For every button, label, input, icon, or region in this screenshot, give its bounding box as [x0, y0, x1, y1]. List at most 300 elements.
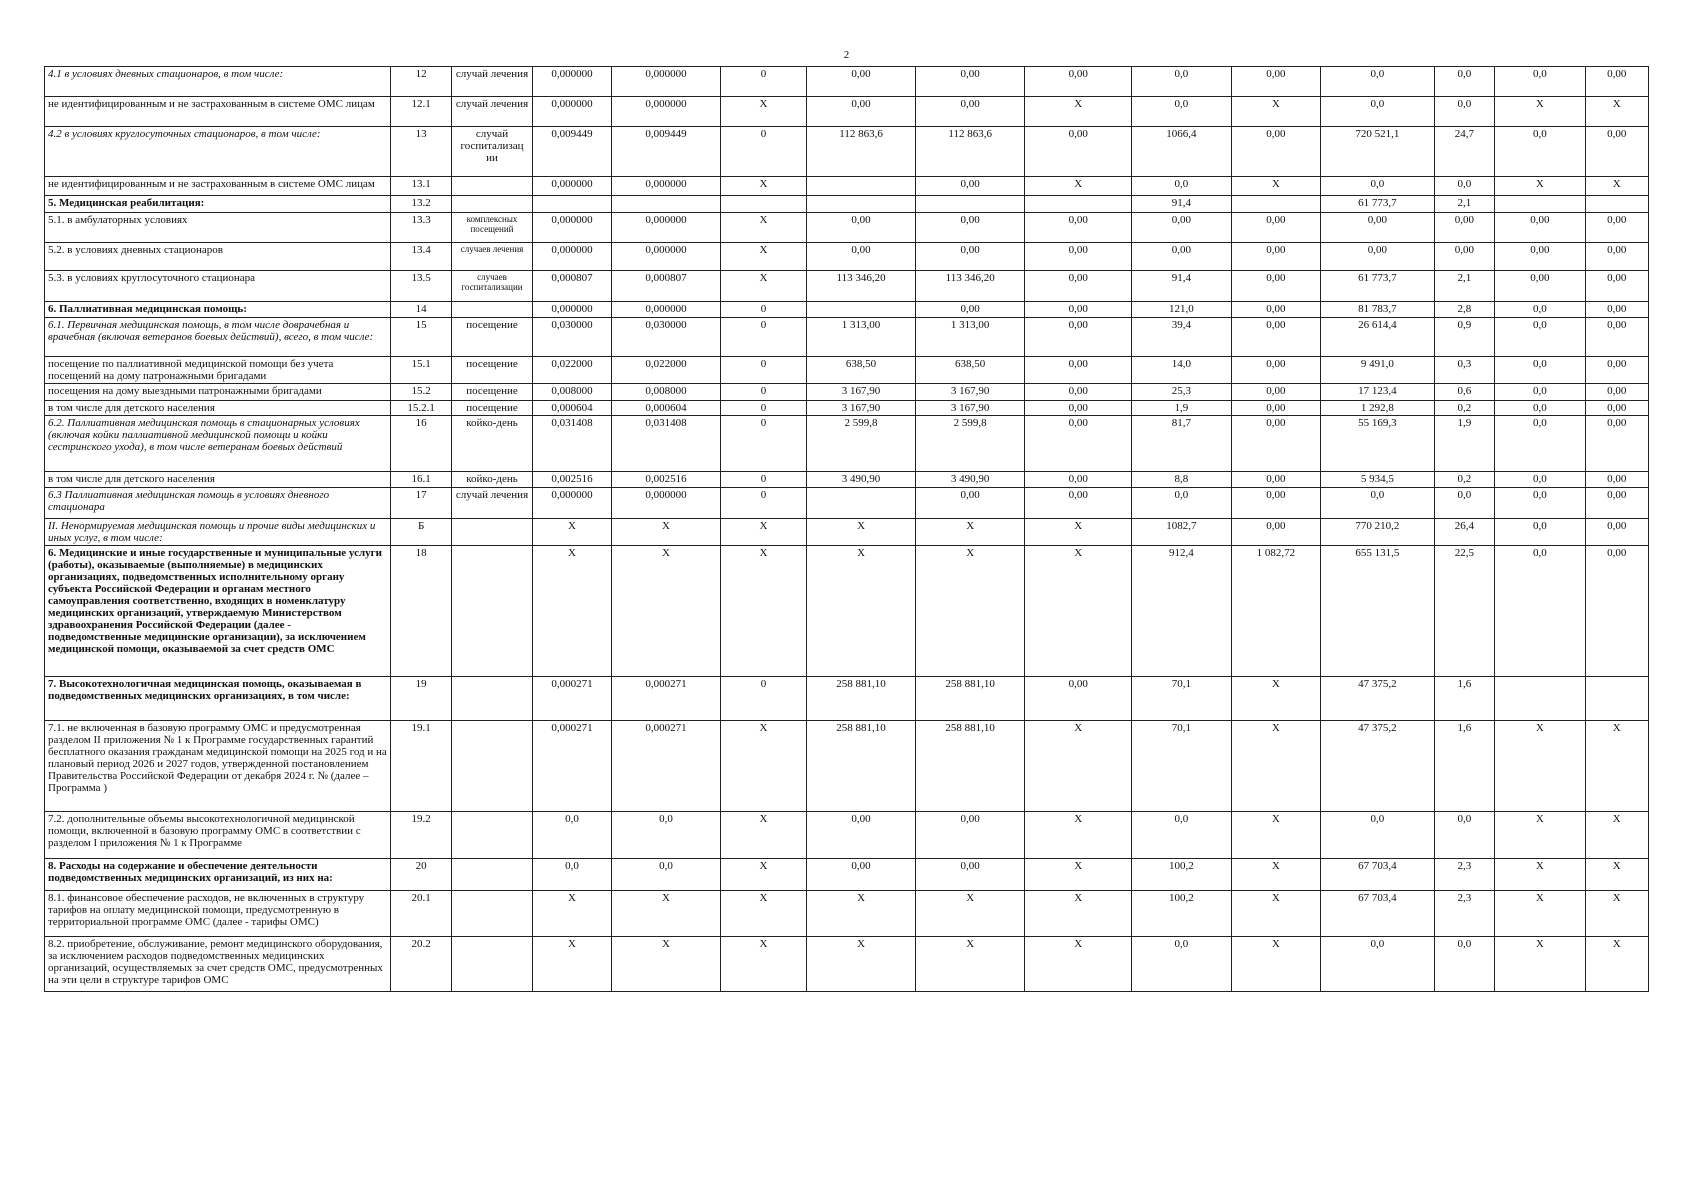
value-cell: Х: [1025, 721, 1132, 812]
value-cell: Х: [532, 546, 611, 677]
value-cell: Х: [915, 519, 1025, 546]
value-cell: 0: [720, 384, 806, 401]
value-cell: [915, 196, 1025, 213]
value-cell: 5 934,5: [1321, 472, 1435, 488]
unit-cell: [452, 546, 532, 677]
value-cell: Х: [1231, 721, 1321, 812]
value-cell: 0,00: [1585, 302, 1648, 318]
value-cell: 0,0: [1321, 937, 1435, 992]
value-cell: 0,00: [807, 97, 916, 127]
value-cell: 0,00: [1585, 213, 1648, 243]
value-cell: 0,0: [1434, 97, 1494, 127]
value-cell: 0,000000: [612, 302, 721, 318]
value-cell: 9 491,0: [1321, 357, 1435, 384]
value-cell: 0,00: [1025, 384, 1132, 401]
value-cell: 0,000604: [612, 401, 721, 416]
value-cell: 67 703,4: [1321, 891, 1435, 937]
row-name-cell: 5.1. в амбулаторных условиях: [45, 213, 391, 243]
value-cell: 70,1: [1132, 677, 1232, 721]
unit-cell: случай лечения: [452, 67, 532, 97]
value-cell: 0,000000: [532, 67, 611, 97]
value-cell: 1,6: [1434, 677, 1494, 721]
value-cell: 0,008000: [532, 384, 611, 401]
value-cell: 113 346,20: [807, 271, 916, 302]
value-cell: Х: [1231, 97, 1321, 127]
value-cell: 0,000000: [532, 177, 611, 196]
value-cell: 0,00: [1495, 243, 1586, 271]
row-name-cell: 6.2. Паллиативная медицинская помощь в стационарных условиях (включая койки паллиативной медицинской помощи и койки сестринского ухода), в том числе ветеранам боевых действий: [45, 416, 391, 472]
value-cell: 0,00: [1231, 384, 1321, 401]
value-cell: 0,000807: [532, 271, 611, 302]
row-name-cell: 8.1. финансовое обеспечение расходов, не включенных в структуру тарифов на оплату медицинской помощи, предусмотренную в территориальной программе ОМС (далее - тарифы ОМС): [45, 891, 391, 937]
value-cell: 0,00: [915, 243, 1025, 271]
value-cell: 0,00: [1132, 243, 1232, 271]
value-cell: [1025, 196, 1132, 213]
value-cell: Х: [1495, 891, 1586, 937]
table-row: [45, 891, 1649, 937]
value-cell: 0,0: [532, 812, 611, 859]
table-row: [45, 357, 1649, 384]
value-cell: 0,00: [1585, 519, 1648, 546]
value-cell: 100,2: [1132, 859, 1232, 891]
value-cell: 121,0: [1132, 302, 1232, 318]
value-cell: 47 375,2: [1321, 721, 1435, 812]
value-cell: 0,0: [1132, 937, 1232, 992]
value-cell: 0,00: [1585, 472, 1648, 488]
unit-cell: [452, 177, 532, 196]
value-cell: 0,009449: [532, 127, 611, 177]
value-cell: 0,000000: [532, 302, 611, 318]
value-cell: 112 863,6: [915, 127, 1025, 177]
value-cell: 258 881,10: [807, 677, 916, 721]
table-row: [45, 859, 1649, 891]
value-cell: Х: [1231, 859, 1321, 891]
unit-cell: случай лечения: [452, 97, 532, 127]
value-cell: 0,3: [1434, 357, 1494, 384]
row-code-cell: 18: [390, 546, 451, 677]
value-cell: 0,000000: [532, 97, 611, 127]
value-cell: 0,000000: [612, 488, 721, 519]
table-row: [45, 213, 1649, 243]
value-cell: Х: [720, 271, 806, 302]
value-cell: 0,022000: [532, 357, 611, 384]
value-cell: Х: [1231, 812, 1321, 859]
value-cell: 0,0: [1495, 318, 1586, 357]
value-cell: 0,6: [1434, 384, 1494, 401]
value-cell: 0,00: [915, 67, 1025, 97]
value-cell: 0,00: [1025, 213, 1132, 243]
row-name-cell: II. Ненормируемая медицинская помощь и прочие виды медицинских и иных услуг, в том числе:: [45, 519, 391, 546]
value-cell: Х: [1025, 937, 1132, 992]
row-name-cell: 5.2. в условиях дневных стационаров: [45, 243, 391, 271]
value-cell: 0,000271: [532, 721, 611, 812]
row-name-cell: посещение по паллиативной медицинской помощи без учета посещений на дому патронажными бригадами: [45, 357, 391, 384]
value-cell: 0,0: [1132, 177, 1232, 196]
value-cell: Х: [1495, 177, 1586, 196]
value-cell: 655 131,5: [1321, 546, 1435, 677]
value-cell: 1 313,00: [915, 318, 1025, 357]
value-cell: 0,000000: [532, 213, 611, 243]
value-cell: Х: [720, 97, 806, 127]
value-cell: 0,00: [915, 812, 1025, 859]
value-cell: 0,0: [1434, 67, 1494, 97]
value-cell: 0,2: [1434, 401, 1494, 416]
value-cell: Х: [1025, 891, 1132, 937]
row-code-cell: 17: [390, 488, 451, 519]
value-cell: 258 881,10: [915, 677, 1025, 721]
table-row: [45, 384, 1649, 401]
value-cell: 24,7: [1434, 127, 1494, 177]
value-cell: 2,3: [1434, 891, 1494, 937]
value-cell: 638,50: [915, 357, 1025, 384]
value-cell: 112 863,6: [807, 127, 916, 177]
value-cell: 0,00: [1434, 213, 1494, 243]
value-cell: 0,0: [1321, 67, 1435, 97]
unit-cell: случай госпитализац ии: [452, 127, 532, 177]
value-cell: 1 082,72: [1231, 546, 1321, 677]
value-cell: 100,2: [1132, 891, 1232, 937]
value-cell: 26,4: [1434, 519, 1494, 546]
value-cell: 0,0: [1495, 384, 1586, 401]
value-cell: 55 169,3: [1321, 416, 1435, 472]
value-cell: 0,00: [915, 213, 1025, 243]
value-cell: 0,00: [807, 67, 916, 97]
value-cell: 0,0: [1495, 416, 1586, 472]
value-cell: [532, 196, 611, 213]
value-cell: Х: [1495, 859, 1586, 891]
row-code-cell: 20.1: [390, 891, 451, 937]
table-row: [45, 127, 1649, 177]
table-row: [45, 243, 1649, 271]
row-code-cell: 19.2: [390, 812, 451, 859]
value-cell: 0,0: [612, 812, 721, 859]
value-cell: 70,1: [1132, 721, 1232, 812]
row-code-cell: 20.2: [390, 937, 451, 992]
value-cell: 0,00: [1025, 472, 1132, 488]
unit-cell: [452, 677, 532, 721]
value-cell: Х: [1025, 177, 1132, 196]
value-cell: Х: [1231, 677, 1321, 721]
value-cell: Х: [1231, 891, 1321, 937]
table-row: [45, 812, 1649, 859]
value-cell: 3 490,90: [915, 472, 1025, 488]
row-name-cell: 6. Медицинские и иные государственные и муниципальные услуги (работы), оказываемые (выполняемые) в медицинских организациях, подведомственных исполнительному органу субъекта Российской Федерации и органам местного самоуправления соответственно, входящих в номенклатуру медицинских организаций, утверждаемую Министерством здравоохранения Российской Федерации (далее - подведомственные медицинские организации), за исключением медицинской помощи, оказываемой за счет средств ОМС: [45, 546, 391, 677]
table-row: [45, 416, 1649, 472]
value-cell: 61 773,7: [1321, 196, 1435, 213]
value-cell: 0,0: [1495, 519, 1586, 546]
value-cell: 0,022000: [612, 357, 721, 384]
row-name-cell: не идентифицированным и не застрахованным в системе ОМС лицам: [45, 97, 391, 127]
value-cell: 0,00: [807, 812, 916, 859]
value-cell: 1,9: [1132, 401, 1232, 416]
value-cell: Х: [1495, 721, 1586, 812]
value-cell: 0,0: [1495, 302, 1586, 318]
value-cell: 0,00: [1585, 384, 1648, 401]
value-cell: 0,00: [807, 243, 916, 271]
value-cell: Х: [1025, 812, 1132, 859]
value-cell: 0,00: [1585, 67, 1648, 97]
value-cell: 0,00: [1025, 416, 1132, 472]
budget-table: [44, 66, 1649, 992]
value-cell: 0,0: [1495, 67, 1586, 97]
value-cell: 81,7: [1132, 416, 1232, 472]
unit-cell: посещение: [452, 318, 532, 357]
value-cell: 0: [720, 472, 806, 488]
value-cell: 0,00: [1434, 243, 1494, 271]
row-code-cell: Б: [390, 519, 451, 546]
value-cell: Х: [720, 213, 806, 243]
value-cell: 770 210,2: [1321, 519, 1435, 546]
value-cell: [807, 177, 916, 196]
value-cell: Х: [915, 546, 1025, 677]
value-cell: 0,0: [1132, 488, 1232, 519]
value-cell: Х: [807, 546, 916, 677]
value-cell: Х: [1585, 97, 1648, 127]
value-cell: 0,030000: [612, 318, 721, 357]
row-code-cell: 13.5: [390, 271, 451, 302]
value-cell: Х: [720, 721, 806, 812]
row-name-cell: 6. Паллиативная медицинская помощь:: [45, 302, 391, 318]
value-cell: 0,0: [532, 859, 611, 891]
value-cell: 0,00: [1231, 401, 1321, 416]
value-cell: 720 521,1: [1321, 127, 1435, 177]
unit-cell: посещение: [452, 401, 532, 416]
value-cell: 0,00: [915, 859, 1025, 891]
value-cell: [1585, 196, 1648, 213]
value-cell: 0,000000: [532, 243, 611, 271]
unit-cell: [452, 812, 532, 859]
value-cell: 0,0: [1434, 812, 1494, 859]
value-cell: 0: [720, 67, 806, 97]
value-cell: Х: [1585, 812, 1648, 859]
value-cell: Х: [612, 546, 721, 677]
value-cell: 2,1: [1434, 271, 1494, 302]
value-cell: 91,4: [1132, 271, 1232, 302]
value-cell: 2,8: [1434, 302, 1494, 318]
value-cell: Х: [720, 519, 806, 546]
value-cell: [1495, 677, 1586, 721]
value-cell: 0,00: [1231, 271, 1321, 302]
value-cell: Х: [1025, 546, 1132, 677]
value-cell: 0,030000: [532, 318, 611, 357]
value-cell: 1 313,00: [807, 318, 916, 357]
value-cell: 0,002516: [612, 472, 721, 488]
row-code-cell: 12.1: [390, 97, 451, 127]
value-cell: Х: [807, 891, 916, 937]
row-name-cell: посещения на дому выездными патронажными бригадами: [45, 384, 391, 401]
value-cell: 0,00: [1231, 243, 1321, 271]
table-row: [45, 302, 1649, 318]
row-code-cell: 12: [390, 67, 451, 97]
value-cell: 2,1: [1434, 196, 1494, 213]
value-cell: 0,00: [1025, 243, 1132, 271]
value-cell: Х: [720, 937, 806, 992]
row-code-cell: 16: [390, 416, 451, 472]
value-cell: 26 614,4: [1321, 318, 1435, 357]
value-cell: 14,0: [1132, 357, 1232, 384]
value-cell: 2,3: [1434, 859, 1494, 891]
value-cell: 0,031408: [612, 416, 721, 472]
row-code-cell: 15.2.1: [390, 401, 451, 416]
value-cell: 0,0: [1321, 488, 1435, 519]
value-cell: 0,00: [1231, 488, 1321, 519]
table-row: [45, 318, 1649, 357]
value-cell: 1066,4: [1132, 127, 1232, 177]
unit-cell: посещение: [452, 384, 532, 401]
value-cell: Х: [1495, 937, 1586, 992]
unit-cell: [452, 721, 532, 812]
value-cell: 0,00: [1585, 243, 1648, 271]
value-cell: 0,0: [1132, 67, 1232, 97]
value-cell: 0,00: [1231, 302, 1321, 318]
value-cell: 638,50: [807, 357, 916, 384]
value-cell: Х: [532, 891, 611, 937]
unit-cell: [452, 891, 532, 937]
value-cell: 0,0: [1321, 97, 1435, 127]
row-code-cell: 19.1: [390, 721, 451, 812]
value-cell: [612, 196, 721, 213]
value-cell: 0,0: [1434, 488, 1494, 519]
unit-cell: койко-день: [452, 472, 532, 488]
value-cell: [720, 196, 806, 213]
row-name-cell: 8. Расходы на содержание и обеспечение деятельности подведомственных медицинских организаций, из них на:: [45, 859, 391, 891]
value-cell: Х: [1495, 812, 1586, 859]
value-cell: 0,00: [1585, 546, 1648, 677]
value-cell: 2 599,8: [807, 416, 916, 472]
row-code-cell: 13: [390, 127, 451, 177]
value-cell: 0,00: [1585, 318, 1648, 357]
value-cell: 0,00: [1025, 127, 1132, 177]
value-cell: 0,00: [1585, 357, 1648, 384]
row-name-cell: 6.1. Первичная медицинская помощь, в том числе доврачебная и врачебная (включая ветеранов боевых действий), всего, в том числе:: [45, 318, 391, 357]
value-cell: [1495, 196, 1586, 213]
value-cell: 0,00: [1231, 67, 1321, 97]
row-code-cell: 16.1: [390, 472, 451, 488]
value-cell: [1585, 677, 1648, 721]
unit-cell: [452, 302, 532, 318]
value-cell: 3 167,90: [807, 384, 916, 401]
value-cell: 0,000000: [612, 67, 721, 97]
value-cell: 0,0: [1321, 177, 1435, 196]
value-cell: 1082,7: [1132, 519, 1232, 546]
value-cell: 0: [720, 318, 806, 357]
value-cell: 0,009449: [612, 127, 721, 177]
unit-cell: [452, 519, 532, 546]
value-cell: Х: [612, 937, 721, 992]
value-cell: 0,0: [612, 859, 721, 891]
value-cell: Х: [1025, 859, 1132, 891]
value-cell: Х: [1585, 859, 1648, 891]
value-cell: 0,00: [1025, 302, 1132, 318]
value-cell: Х: [1495, 97, 1586, 127]
value-cell: 0,00: [1321, 213, 1435, 243]
value-cell: 8,8: [1132, 472, 1232, 488]
table-row: [45, 677, 1649, 721]
value-cell: 0,000000: [612, 97, 721, 127]
table-row: [45, 488, 1649, 519]
value-cell: 0: [720, 488, 806, 519]
row-code-cell: 13.2: [390, 196, 451, 213]
value-cell: 0: [720, 127, 806, 177]
value-cell: 1 292,8: [1321, 401, 1435, 416]
row-name-cell: 4.1 в условиях дневных стационаров, в том числе:: [45, 67, 391, 97]
row-name-cell: 5.3. в условиях круглосуточного стационара: [45, 271, 391, 302]
value-cell: 2 599,8: [915, 416, 1025, 472]
value-cell: 0,0: [1495, 401, 1586, 416]
value-cell: 0,0: [1495, 127, 1586, 177]
row-name-cell: 7. Высокотехнологичная медицинская помощь, оказываемая в подведомственных медицинских организациях, в том числе:: [45, 677, 391, 721]
table-row: [45, 401, 1649, 416]
value-cell: 0,00: [1585, 488, 1648, 519]
value-cell: 0,00: [1025, 271, 1132, 302]
value-cell: 912,4: [1132, 546, 1232, 677]
unit-cell: случаев госпитализации: [452, 271, 532, 302]
value-cell: Х: [720, 891, 806, 937]
row-code-cell: 20: [390, 859, 451, 891]
row-name-cell: в том числе для детского населения: [45, 401, 391, 416]
value-cell: Х: [612, 891, 721, 937]
value-cell: Х: [720, 243, 806, 271]
table-row: [45, 472, 1649, 488]
value-cell: 39,4: [1132, 318, 1232, 357]
table-row: [45, 67, 1649, 97]
value-cell: 0,000271: [612, 721, 721, 812]
table-row: [45, 271, 1649, 302]
unit-cell: комплексных посещений: [452, 213, 532, 243]
value-cell: Х: [1585, 891, 1648, 937]
value-cell: Х: [720, 859, 806, 891]
value-cell: 0,00: [1231, 519, 1321, 546]
table-row: [45, 721, 1649, 812]
value-cell: 0,00: [915, 97, 1025, 127]
value-cell: 0,00: [915, 177, 1025, 196]
value-cell: 0,0: [1495, 357, 1586, 384]
unit-cell: случай лечения: [452, 488, 532, 519]
value-cell: 0,000000: [612, 177, 721, 196]
value-cell: 0,00: [1495, 213, 1586, 243]
value-cell: 0,0: [1321, 812, 1435, 859]
value-cell: 0: [720, 416, 806, 472]
value-cell: 258 881,10: [807, 721, 916, 812]
unit-cell: [452, 196, 532, 213]
value-cell: 0,031408: [532, 416, 611, 472]
value-cell: Х: [1585, 721, 1648, 812]
value-cell: 0,00: [915, 488, 1025, 519]
value-cell: 0,000271: [612, 677, 721, 721]
value-cell: Х: [1231, 937, 1321, 992]
value-cell: 0,0: [1132, 97, 1232, 127]
value-cell: 0,00: [807, 213, 916, 243]
unit-cell: койко-день: [452, 416, 532, 472]
value-cell: 0,00: [1495, 271, 1586, 302]
value-cell: Х: [1025, 519, 1132, 546]
row-code-cell: 14: [390, 302, 451, 318]
row-name-cell: 7.2. дополнительные объемы высокотехнологичной медицинской помощи, включенной в базовую программу ОМС в соответствии с разделом I приложения № 1 к Программе: [45, 812, 391, 859]
value-cell: 0,000271: [532, 677, 611, 721]
unit-cell: посещение: [452, 357, 532, 384]
row-name-cell: 7.1. не включенная в базовую программу ОМС и предусмотренная разделом II приложения № 1 к Программе государственных гарантий бесплатного оказания гражданам медицинской помощи на 2025 год и на плановый период 2026 и 2027 годов, утвержденной постановлением Правительства Российской Федерации от декабря 2024 г. № (далее – Программа ): [45, 721, 391, 812]
value-cell: 0,00: [1025, 357, 1132, 384]
value-cell: 0,00: [1025, 401, 1132, 416]
value-cell: 0,00: [1231, 127, 1321, 177]
value-cell: 0,00: [1025, 67, 1132, 97]
value-cell: 0,000807: [612, 271, 721, 302]
value-cell: Х: [1025, 97, 1132, 127]
value-cell: 0,00: [1585, 401, 1648, 416]
value-cell: 0,00: [1585, 127, 1648, 177]
value-cell: 0,000604: [532, 401, 611, 416]
value-cell: Х: [1585, 177, 1648, 196]
